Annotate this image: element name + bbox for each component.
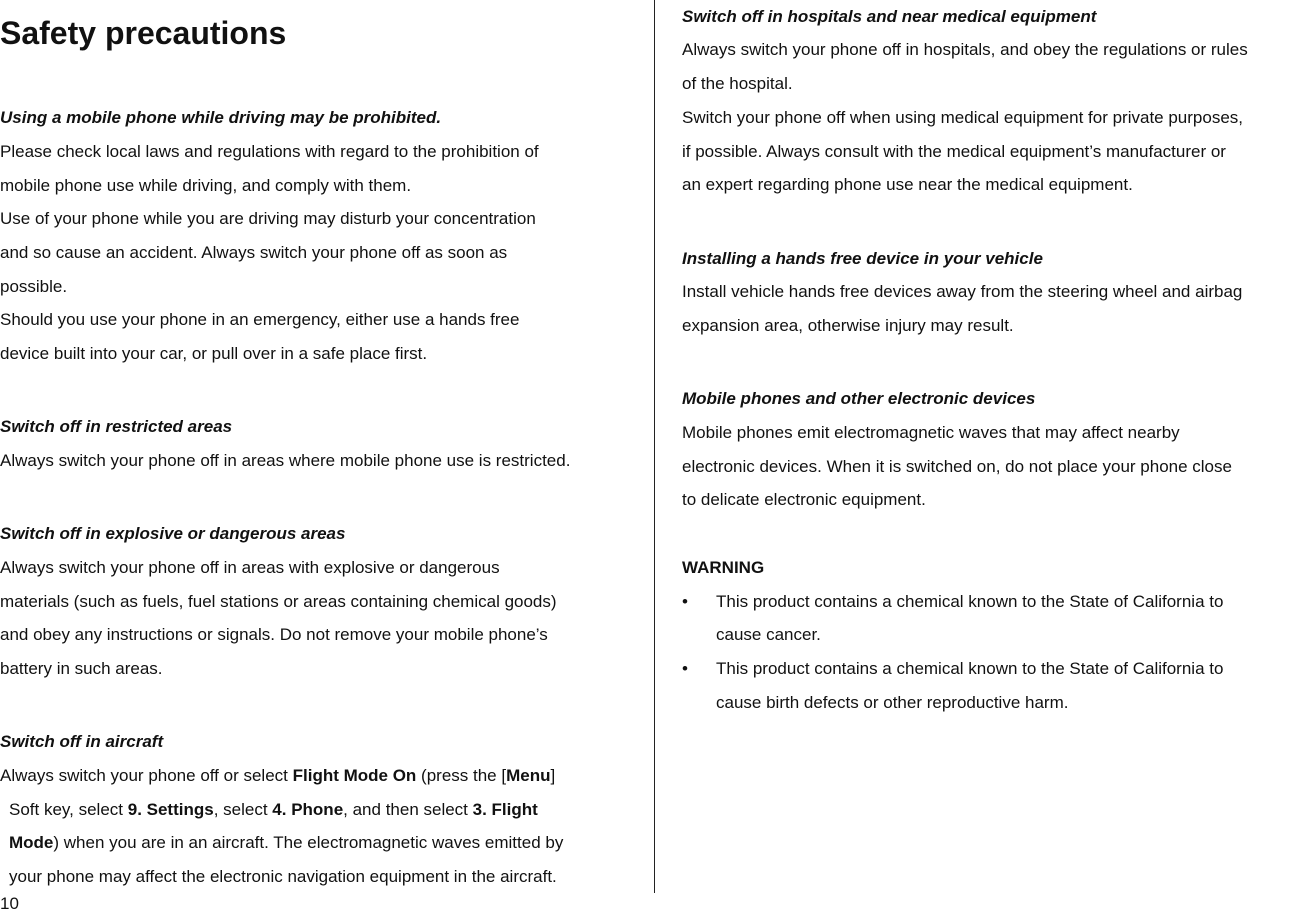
electronic-text-line: Mobile phones emit electromagnetic waves that may affect nearby bbox=[682, 423, 1180, 442]
hospitals-text-line: if possible. Always consult with the medical equipment’s manufacturer or bbox=[682, 142, 1226, 161]
aircraft-text-line: your phone may affect the electronic navigation equipment in the aircraft. bbox=[9, 867, 557, 886]
warning-bullet-line: cause cancer. bbox=[716, 625, 821, 644]
handsfree-text-line: Install vehicle hands free devices away from the steering wheel and airbag bbox=[682, 282, 1243, 301]
explosive-heading: Switch off in explosive or dangerous areas bbox=[0, 524, 346, 543]
hospitals-text-line: Always switch your phone off in hospitals, and obey the regulations or rules bbox=[682, 40, 1248, 59]
warning-bullet-line: cause birth defects or other reproductive harm. bbox=[716, 693, 1069, 712]
driving-text-line: Should you use your phone in an emergency, either use a hands free bbox=[0, 310, 520, 329]
hospitals-text-line: an expert regarding phone use near the medical equipment. bbox=[682, 175, 1133, 194]
explosive-text-line: battery in such areas. bbox=[0, 659, 163, 678]
hospitals-text-line: Switch your phone off when using medical equipment for private purposes, bbox=[682, 108, 1244, 127]
driving-text-line: and so cause an accident. Always switch your phone off as soon as bbox=[0, 243, 508, 262]
driving-text-line: Please check local laws and regulations with regard to the prohibition of bbox=[0, 142, 539, 161]
aircraft-text-line: Always switch your phone off or select Flight Mode On (press the [Menu] bbox=[0, 766, 556, 785]
bullet-icon: • bbox=[682, 659, 688, 678]
page-number: 10 bbox=[0, 894, 19, 913]
aircraft-heading: Switch off in aircraft bbox=[0, 732, 164, 751]
hospitals-heading: Switch off in hospitals and near medical equipment bbox=[682, 7, 1097, 26]
driving-text-line: possible. bbox=[0, 277, 68, 296]
explosive-text-line: Always switch your phone off in areas with explosive or dangerous bbox=[0, 558, 500, 577]
explosive-text-line: and obey any instructions or signals. Do not remove your mobile phone’s bbox=[0, 625, 548, 644]
driving-text-line: Use of your phone while you are driving may disturb your concentration bbox=[0, 209, 536, 228]
driving-heading: Using a mobile phone while driving may be prohibited. bbox=[0, 108, 442, 127]
electronic-heading: Mobile phones and other electronic devices bbox=[682, 389, 1036, 408]
column-divider bbox=[654, 0, 655, 893]
handsfree-text-line: expansion area, otherwise injury may result. bbox=[682, 316, 1014, 335]
bullet-icon: • bbox=[682, 592, 688, 611]
driving-text-line: mobile phone use while driving, and comply with them. bbox=[0, 176, 412, 195]
electronic-text-line: electronic devices. When it is switched on, do not place your phone close bbox=[682, 457, 1232, 476]
handsfree-heading: Installing a hands free device in your vehicle bbox=[682, 249, 1043, 268]
driving-text-line: device built into your car, or pull over in a safe place first. bbox=[0, 344, 428, 363]
hospitals-text-line: of the hospital. bbox=[682, 74, 793, 93]
aircraft-text-line: Soft key, select 9. Settings, select 4. Phone, and then select 3. Flight bbox=[9, 800, 538, 819]
electronic-text-line: to delicate electronic equipment. bbox=[682, 490, 926, 509]
warning-bullet-line: This product contains a chemical known to the State of California to bbox=[716, 592, 1224, 611]
restricted-text-line: Always switch your phone off in areas where mobile phone use is restricted. bbox=[0, 451, 571, 470]
restricted-heading: Switch off in restricted areas bbox=[0, 417, 233, 436]
warning-heading: WARNING bbox=[682, 558, 765, 577]
aircraft-text-line: Mode) when you are in an aircraft. The electromagnetic waves emitted by bbox=[9, 833, 564, 852]
explosive-text-line: materials (such as fuels, fuel stations or areas containing chemical goods) bbox=[0, 592, 557, 611]
warning-bullet-line: This product contains a chemical known to the State of California to bbox=[716, 659, 1224, 678]
page-title: Safety precautions bbox=[0, 15, 287, 51]
